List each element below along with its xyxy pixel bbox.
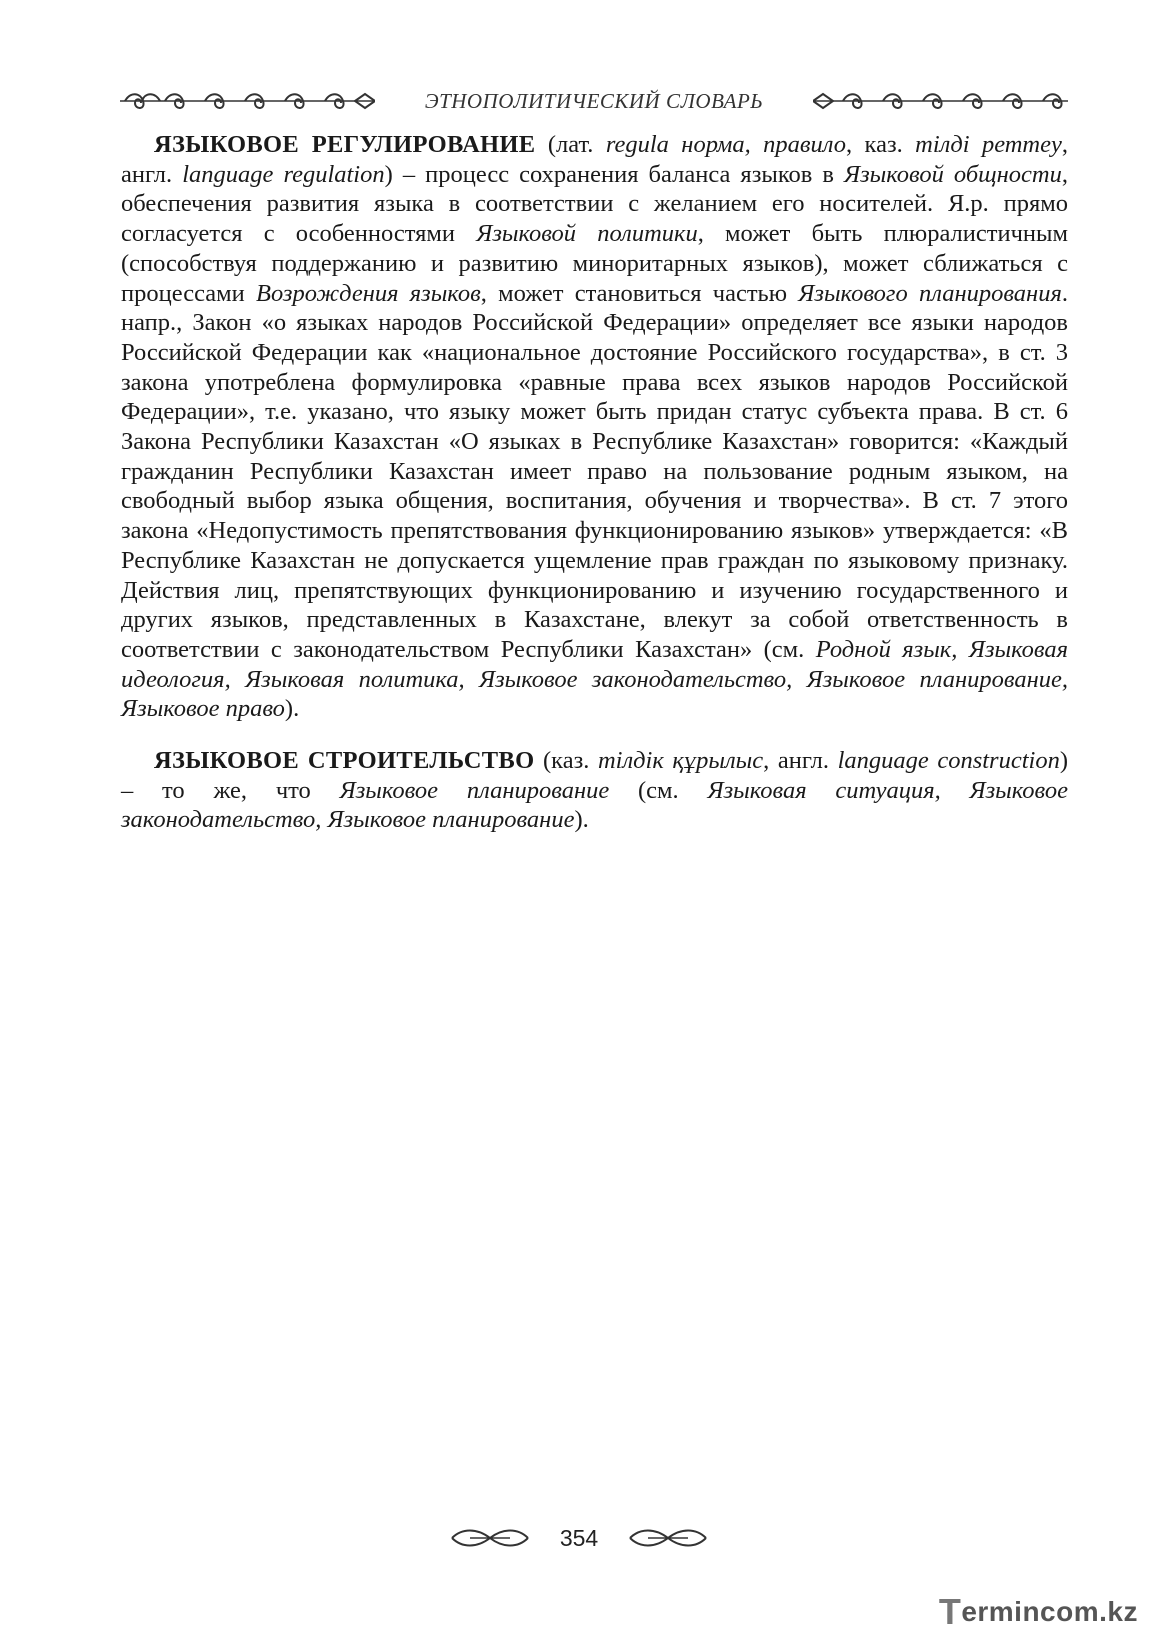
entry-text: (лат. (535, 131, 606, 158)
page-number: 354 (559, 1524, 599, 1551)
entry-italic-text: Языковое планирование (339, 776, 610, 804)
entry-text: (см. (609, 776, 708, 804)
entry-text: . напр., Закон «о языках народов Российской Федерации» определяет все языки народов Российской Федерации как «национальное достояние Российского государства», в ст. 3 закона употреблена формулировка «равные права всех языков народов Российской Федерации», т.е. указано, что языку может быть придан статус субъекта права. В ст. 6 Закона Республики Казахстан «О языках в Республике Казахстан» говорится: «Каждый гражданин Республики Казахстан имеет право на пользование родным языком, на свободный выбор языка общения, воспитания, обучения и творчества». В ст. 7 этого закона «Недопустимость препятствования функционированию языков» утверждается: «В Республике Казахстан не допускается ущемление прав граждан по языковому признаку. Действия лиц, препятствующих функционированию и изучению государственного и других языков, представленных в Казахстане, влекут за собой ответственность в соответствии с законодательством Республики Казахстан» (см. (121, 279, 1068, 663)
watermark-text: erminc (961, 1596, 1057, 1627)
entry-italic-text: Возрождения языков (256, 279, 481, 307)
running-header (120, 86, 1068, 116)
entry-italic-text: тілдік құрылыс (597, 747, 764, 775)
entry-text: , обеспечения развития языка в соответствии с желанием его носителей. Я.р. прямо согласуется с особенностями (121, 160, 1068, 248)
entry-italic-text: тілді реттеу (915, 131, 1062, 158)
entry-text: (каз. (534, 747, 598, 775)
entry-italic-text: Языкового планирования (798, 279, 1062, 307)
entry-text: , англ. (763, 747, 838, 775)
entry-italic-text: Языковая ситуация, Языковое законодательство, Языковое планирование (121, 776, 1068, 834)
entry-text: ) – то же, что (121, 747, 1069, 804)
entry-italic-text: Языковой политики (476, 220, 698, 248)
watermark-domain: m.kz (1073, 1596, 1138, 1627)
watermark-letter: T (938, 1591, 962, 1632)
entry-term: ЯЗЫКОВОЕ СТРОИТЕЛЬСТВО (154, 747, 535, 775)
header-title: ЭТНОПОЛИТИЧЕСКИЙ СЛОВАРЬ (424, 88, 764, 113)
entry-text: ). (574, 806, 589, 834)
entry-text: ) – процесс сохранения баланса языков в (384, 160, 844, 188)
right-ornament-band (813, 90, 1068, 112)
left-flourish-icon (450, 1527, 530, 1549)
entry-term: ЯЗЫКОВОЕ РЕГУЛИРОВАНИЕ (154, 131, 536, 158)
entry-italic-text: language construction (837, 747, 1060, 775)
entry-italic-text: language regulation (182, 160, 385, 188)
dictionary-content (121, 130, 1068, 857)
page-footer (0, 1518, 1158, 1558)
right-flourish-icon (628, 1527, 708, 1549)
entry-italic-text: Языковой общности (844, 160, 1062, 188)
dictionary-entry (121, 746, 1068, 835)
termincom-watermark-logo (939, 1592, 1138, 1632)
entry-text: , англ. (121, 131, 1068, 188)
entry-italic-text: regula норма, правило (605, 131, 847, 158)
dictionary-entry (121, 130, 1068, 724)
watermark-circle: o (1056, 1596, 1074, 1627)
entry-text: , может становиться частью (480, 279, 799, 307)
entry-text: , каз. (846, 131, 916, 158)
entry-text: ). (284, 695, 300, 723)
entry-italic-text: Родной язык, Языковая идеология, Языковая политика, Языковое законодательство, Языковое планирование, Языковое право (121, 635, 1068, 723)
entry-text: , может быть плюралистичным (способствуя поддержанию и развитию миноритарных языков), может сближаться с процессами (121, 220, 1068, 307)
left-ornament-band (120, 90, 375, 112)
